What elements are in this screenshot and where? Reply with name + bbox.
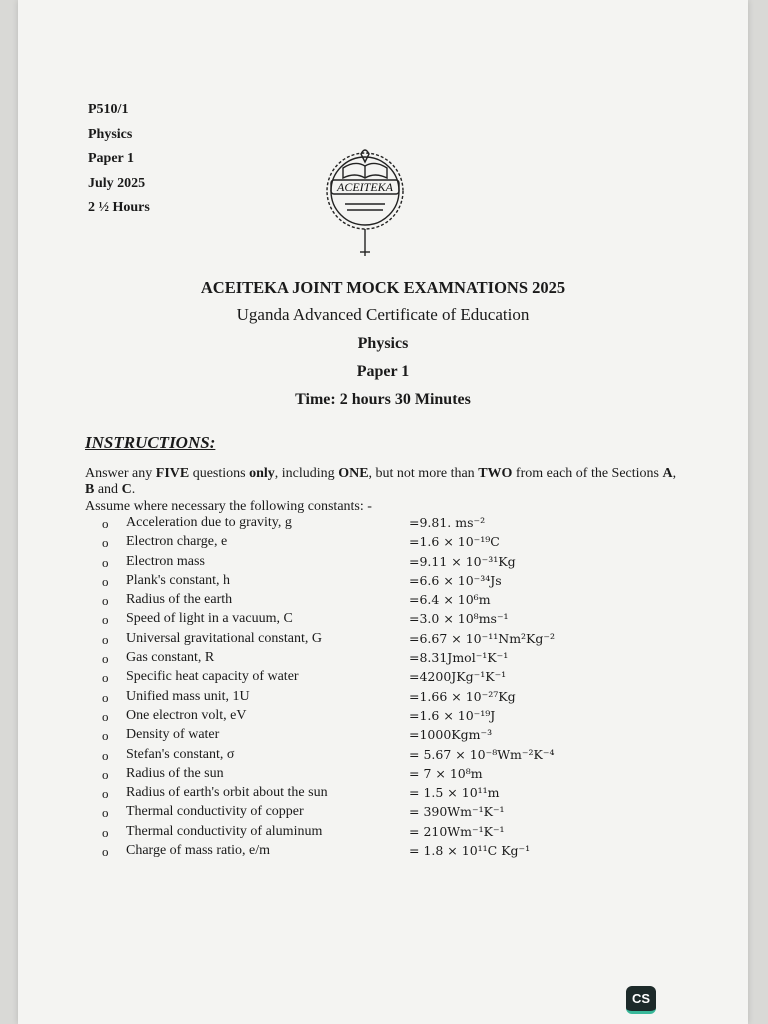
- instructions-paragraph: Answer any FIVE questions only, including ONE, but not more than TWO from each of the Sections A, B and C.: [85, 466, 677, 497]
- constant-value: = 210Wm⁻¹K⁻¹: [409, 823, 505, 839]
- constant-name: Charge of mass ratio, e/m: [126, 843, 270, 859]
- constant-name: Density of water: [126, 727, 220, 743]
- constant-value: =1000Kgm⁻³: [409, 727, 493, 743]
- constant-row: [102, 727, 662, 746]
- constant-row: [102, 573, 662, 592]
- logo-text: ACEITEKA: [337, 180, 393, 194]
- bullet-icon: o: [102, 554, 109, 570]
- constant-row: [102, 747, 662, 766]
- constant-row: [102, 689, 662, 708]
- constant-value: = 5.67 × 10⁻⁸Wm⁻²K⁻⁴: [409, 746, 555, 762]
- bullet-icon: o: [102, 766, 109, 782]
- bullet-icon: o: [102, 689, 109, 705]
- constant-value: =1.66 × 10⁻²⁷Kg: [409, 688, 516, 704]
- constant-row: [102, 631, 662, 650]
- bullet-icon: o: [102, 728, 109, 744]
- bullet-icon: o: [102, 593, 109, 609]
- bullet-icon: o: [102, 516, 109, 531]
- constant-value: =9.81. ms⁻²: [409, 515, 486, 530]
- instructions-heading: INSTRUCTIONS:: [85, 433, 216, 452]
- constant-name: Thermal conductivity of copper: [126, 804, 304, 820]
- constant-name: Universal gravitational constant, G: [126, 630, 322, 646]
- constant-value: =4200JKg⁻¹K⁻¹: [409, 669, 507, 685]
- paper-code: P510/1: [88, 102, 129, 117]
- constant-value: =6.67 × 10⁻¹¹Nm²Kg⁻²: [409, 630, 556, 646]
- bullet-icon: o: [102, 708, 109, 724]
- constant-value: =6.6 × 10⁻³⁴Js: [409, 572, 502, 588]
- constant-row: [102, 611, 662, 630]
- camscanner-badge: CS: [626, 986, 656, 1014]
- constant-row: [102, 785, 662, 804]
- subject-title: Physics: [357, 335, 409, 352]
- constant-value: =1.6 × 10⁻¹⁹C: [409, 534, 500, 550]
- constant-row: [102, 766, 662, 785]
- bullet-icon: o: [102, 844, 109, 860]
- constant-name: Speed of light in a vacuum, C: [126, 611, 293, 627]
- exam-title: ACEITEKA JOINT MOCK EXAMNATIONS 2025: [200, 278, 566, 297]
- paper-meta: [88, 98, 150, 221]
- paper-number: Paper 1: [88, 151, 135, 166]
- constant-value: = 390Wm⁻¹K⁻¹: [409, 804, 505, 820]
- constant-name: Thermal conductivity of aluminum: [126, 823, 323, 839]
- certificate-title: Uganda Advanced Certificate of Education: [236, 305, 530, 324]
- constant-value: = 1.8 × 10¹¹C Kg⁻¹: [409, 843, 531, 859]
- constant-name: Radius of earth's orbit about the sun: [126, 785, 328, 801]
- paper-subject: Physics: [88, 126, 133, 142]
- constant-name: Plank's constant, h: [126, 572, 231, 588]
- constant-row: [102, 650, 662, 669]
- constant-name: Acceleration due to gravity, g: [126, 515, 292, 530]
- paper-duration: 2 ½ Hours: [88, 200, 150, 215]
- constant-row: [102, 843, 662, 862]
- time-title: Time: 2 hours 30 Minutes: [295, 391, 471, 408]
- bullet-icon: o: [102, 747, 109, 763]
- bullet-icon: o: [102, 631, 109, 647]
- bullet-icon: o: [102, 612, 109, 628]
- constant-row: [102, 554, 662, 573]
- bullet-icon: o: [102, 573, 109, 589]
- constant-row: [102, 708, 662, 727]
- paper-date: July 2025: [88, 175, 146, 191]
- bullet-icon: o: [102, 651, 109, 667]
- bullet-icon: o: [102, 786, 109, 802]
- bullet-icon: o: [102, 535, 109, 551]
- constant-value: =3.0 × 10⁸ms⁻¹: [409, 611, 509, 627]
- constant-name: Radius of the earth: [126, 592, 233, 608]
- constant-row: [102, 592, 662, 611]
- constant-name: Radius of the sun: [126, 765, 224, 781]
- constant-value: =9.11 × 10⁻³¹Kg: [409, 553, 516, 569]
- constant-name: Electron charge, e: [126, 534, 228, 550]
- bullet-icon: o: [102, 824, 109, 840]
- constant-value: =8.31Jmol⁻¹K⁻¹: [409, 650, 509, 666]
- constant-row: [102, 824, 662, 843]
- constants-intro: Assume where necessary the following constants: -: [85, 499, 372, 514]
- constant-name: Gas constant, R: [126, 650, 215, 666]
- document-page: [18, 0, 748, 1024]
- bullet-icon: o: [102, 670, 109, 686]
- constant-value: =1.6 × 10⁻¹⁹J: [409, 707, 496, 723]
- constant-value: = 1.5 × 10¹¹m: [409, 785, 500, 801]
- paper-title: Paper 1: [356, 363, 410, 380]
- bullet-icon: o: [102, 805, 109, 821]
- constant-name: Stefan's constant, σ: [126, 746, 235, 762]
- constant-row: [102, 534, 662, 553]
- aceiteka-logo: [315, 136, 415, 262]
- exam-titles: [18, 276, 748, 414]
- constant-name: Specific heat capacity of water: [126, 669, 299, 685]
- constant-name: Unified mass unit, 1U: [126, 688, 250, 704]
- constant-row: [102, 804, 662, 823]
- constant-row: [102, 669, 662, 688]
- constant-value: =6.4 × 10⁶m: [409, 592, 491, 608]
- constant-name: One electron volt, eV: [126, 707, 247, 723]
- constant-value: = 7 × 10⁸m: [409, 765, 483, 781]
- constant-row: [102, 515, 662, 534]
- constant-name: Electron mass: [126, 553, 205, 569]
- constants-list: [102, 515, 662, 862]
